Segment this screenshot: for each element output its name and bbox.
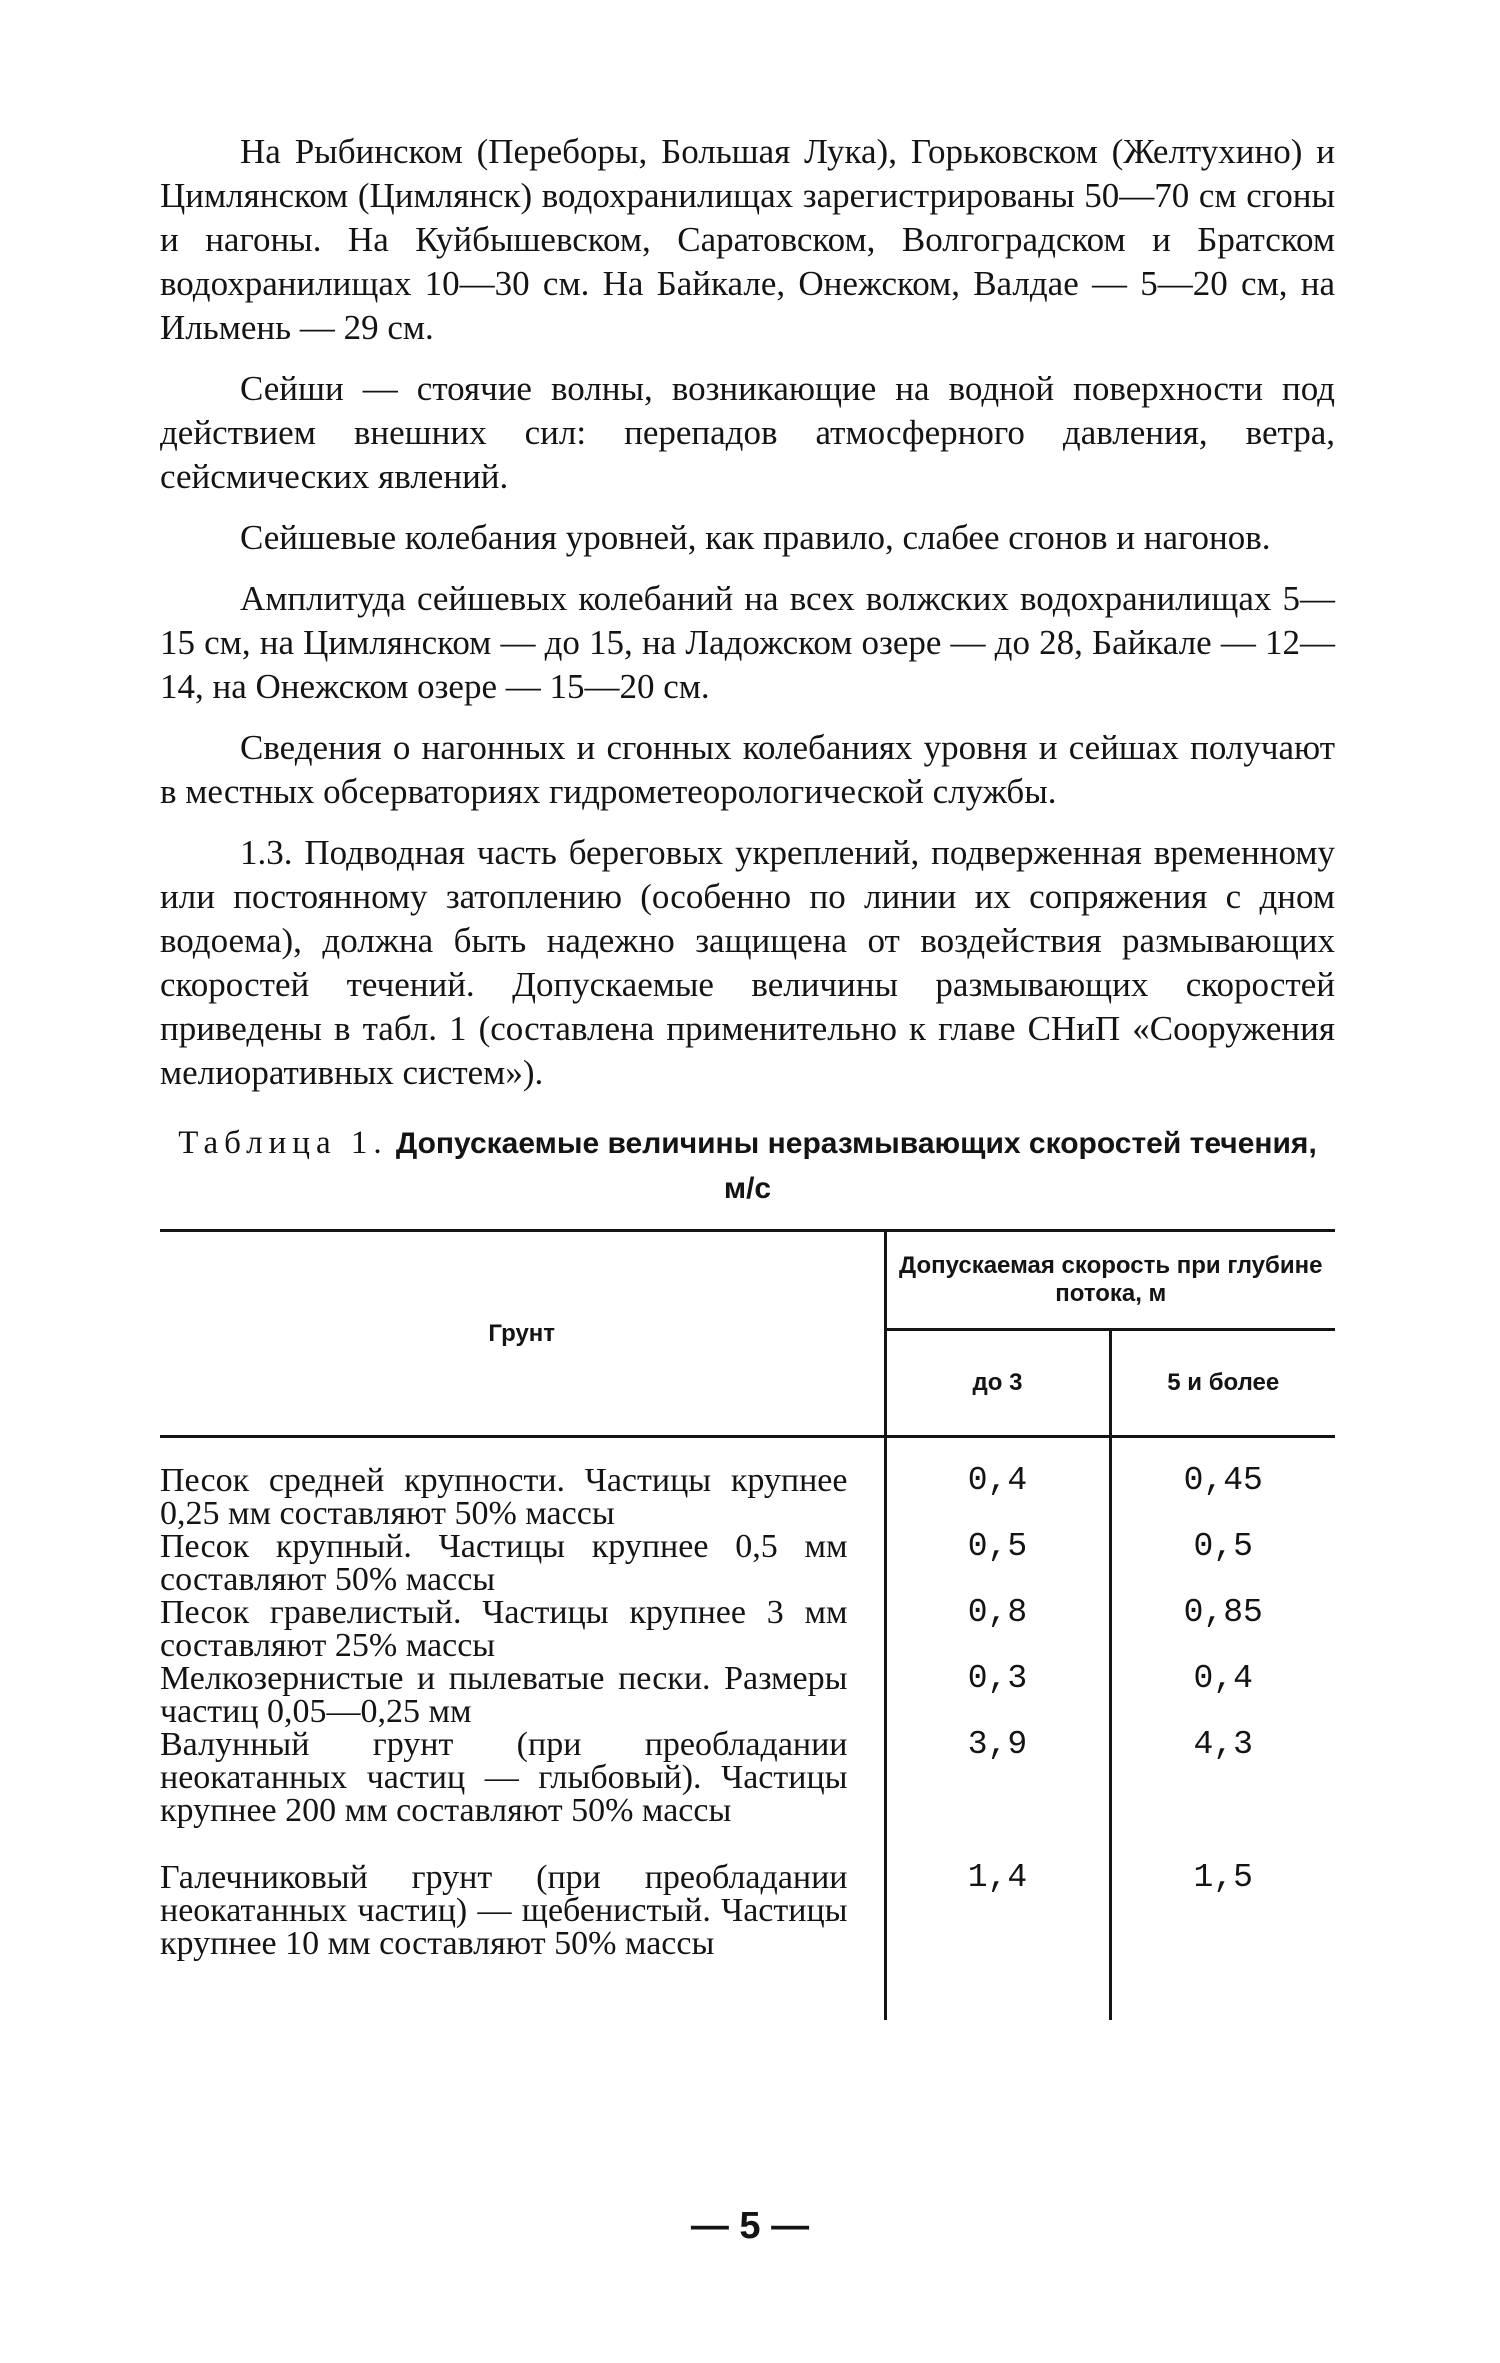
velocity-cell-depth-5: 0,5: [1110, 1530, 1335, 1596]
velocity-cell-depth-3: 0,4: [885, 1437, 1110, 1531]
ground-cell: Мелкозернистые и пылеватые пески. Размеры частиц 0,05—0,25 мм: [160, 1660, 848, 1730]
paragraph-seiches-amplitude: Амплитуда сейшевых колебаний на всех волжских водохранилищах 5—15 см, на Цимлянском — до 15, на Ладожском озере — до 28, Байкале — 12—14, на Онежском озере — 15—20 см.: [160, 579, 1335, 706]
ground-cell: Песок крупный. Частицы крупнее 0,5 мм составляют 50% массы: [160, 1528, 848, 1598]
column-header-speed: Допускаемая скорость при глубине потока, м: [885, 1231, 1335, 1330]
velocity-cell-depth-3: 3,9: [885, 1728, 1110, 1827]
table-row: [160, 1596, 1335, 1662]
page-number: — 5 —: [690, 2205, 810, 2247]
table-label: Таблица 1.: [178, 1125, 388, 1161]
paragraph-section-1-3: 1.3. Подводная часть береговых укреплений, подверженная временному или постоянному затоплению (особенно по линии их сопряжения с дном водоема), должна быть надежно защищена от воздействия размывающих скоростей течений. Допускаемые величины размывающих скоростей приведены в табл. 1 (составлена применительно к главе СНиП «Сооружения мелиоративных систем»).: [160, 833, 1335, 1092]
paragraph-surges: На Рыбинском (Переборы, Большая Лука), Горьковском (Желтухино) и Цимлянском (Цимлянск) водохранилищах зарегистрированы 50—70 см сгоны и нагоны. На Куйбышевском, Саратовском, Волгоградском и Братском водохранилищах 10—30 см. На Байкале, Онежском, Валдае — 5—20 см, на Ильмень — 29 см.: [160, 132, 1335, 347]
table-title: Допускаемые величины неразмывающих скоростей течения, м/с: [395, 1127, 1317, 1205]
velocity-cell-depth-3: 0,5: [885, 1530, 1110, 1596]
table-caption: [160, 1121, 1335, 1211]
column-header-depth-up-to-3: до 3: [885, 1330, 1110, 1437]
velocity-cell-depth-3: 1,4: [885, 1827, 1110, 2020]
paragraph-seiches-weaker: Сейшевые колебания уровней, как правило, слабее сгонов и нагонов.: [240, 518, 1271, 557]
velocity-table: [160, 1229, 1335, 2020]
velocity-cell-depth-5: 0,45: [1110, 1437, 1335, 1531]
velocity-cell-depth-5: 4,3: [1110, 1728, 1335, 1827]
velocity-cell-depth-3: 0,3: [885, 1662, 1110, 1728]
velocity-cell-depth-5: 0,4: [1110, 1662, 1335, 1728]
table-row: [160, 1728, 1335, 1827]
table-row: [160, 1827, 1335, 2020]
table-row: [160, 1530, 1335, 1596]
velocity-cell-depth-5: 1,5: [1110, 1827, 1335, 2020]
table-row: [160, 1662, 1335, 1728]
velocity-cell-depth-3: 0,8: [885, 1596, 1110, 1662]
ground-cell: Валунный грунт (при преобладании неокатанных частиц — глыбовый). Частицы крупнее 200 мм составляют 50% массы: [160, 1726, 848, 1829]
column-header-ground: Грунт: [160, 1231, 885, 1437]
ground-cell: Галечниковый грунт (при преобладании неокатанных частиц) — щебенистый. Частицы крупнее 10 мм составляют 50% массы: [160, 1859, 848, 1962]
column-header-depth-5-plus: 5 и более: [1110, 1330, 1335, 1437]
ground-cell: Песок гравелистый. Частицы крупнее 3 мм составляют 25% массы: [160, 1594, 848, 1664]
paragraph-observatories: Сведения о нагонных и сгонных колебаниях уровня и сейшах получают в местных обсерваториях гидрометеорологической службы.: [160, 728, 1335, 811]
page-content: [160, 130, 1335, 2020]
table-row: [160, 1437, 1335, 1531]
velocity-cell-depth-5: 0,85: [1110, 1596, 1335, 1662]
ground-cell: Песок средней крупности. Частицы крупнее 0,25 мм составляют 50% массы: [160, 1462, 848, 1532]
paragraph-seiches-definition: Сейши — стоячие волны, возникающие на водной поверхности под действием внешних сил: перепадов атмосферного давления, ветра, сейсмических явлений.: [160, 369, 1335, 496]
